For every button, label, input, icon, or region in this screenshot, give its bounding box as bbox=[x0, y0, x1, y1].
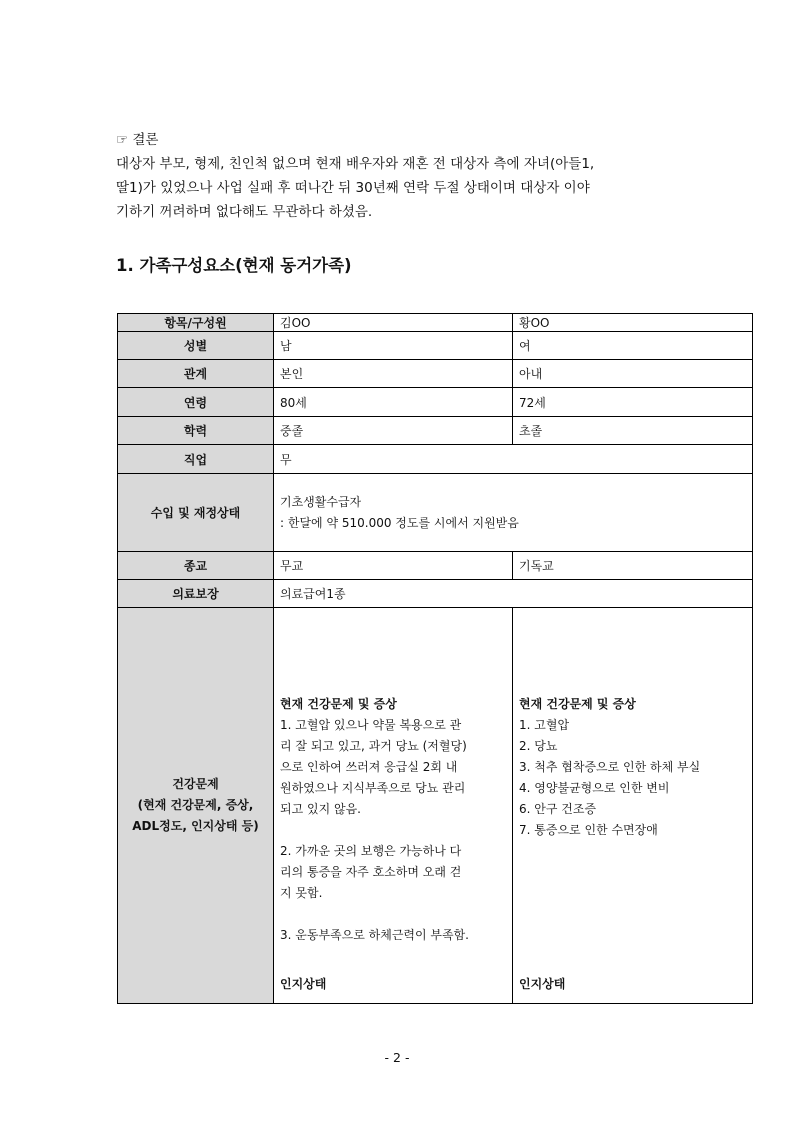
health-line: 지 못함. bbox=[280, 886, 323, 900]
member1-value: 중졸 bbox=[274, 417, 513, 445]
health-title: 현재 건강문제 및 증상 bbox=[519, 697, 636, 711]
table-row bbox=[118, 332, 753, 360]
health-line: 리의 통증을 자주 호소하며 오래 걷 bbox=[280, 865, 462, 879]
health-line: 6. 안구 건조증 bbox=[519, 802, 597, 816]
member2-health bbox=[513, 608, 753, 1004]
member2-value: 초졸 bbox=[513, 417, 753, 445]
conclusion-line: 대상자 부모, 형제, 친인척 없으며 현재 배우자와 재혼 전 대상자 측에 자녀(아들1, bbox=[116, 156, 595, 172]
health-line: 1. 고혈압 bbox=[519, 718, 570, 732]
table-row bbox=[118, 417, 753, 445]
health-line: 리 잘 되고 있고, 과거 당뇨 (저혈당) bbox=[280, 739, 467, 753]
shared-value: 무 bbox=[274, 445, 753, 474]
member2-name: 황OO bbox=[513, 314, 753, 332]
health-line: 2. 당뇨 bbox=[519, 739, 558, 753]
health-line: 2. 가까운 곳의 보행은 가능하나 다 bbox=[280, 844, 462, 858]
health-label-line: 건강문제 bbox=[172, 777, 219, 791]
health-line: 3. 척추 협착증으로 인한 하체 부실 bbox=[519, 760, 701, 774]
page-number: - 2 - bbox=[384, 1050, 410, 1065]
member2-value: 기독교 bbox=[513, 552, 753, 580]
cognition-label: 인지상태 bbox=[519, 977, 566, 991]
member1-value: 남 bbox=[274, 332, 513, 360]
table-row bbox=[118, 580, 753, 608]
income-line: 기초생활수급자 bbox=[280, 494, 362, 509]
health-label bbox=[118, 608, 274, 1004]
spacer bbox=[280, 904, 506, 925]
row-label: 수입 및 재정상태 bbox=[118, 474, 274, 552]
section-title: 1. 가족구성요소(현재 동거가족) bbox=[116, 256, 352, 275]
member1-value: 무교 bbox=[274, 552, 513, 580]
cognition-label: 인지상태 bbox=[280, 977, 327, 991]
member1-value: 80세 bbox=[274, 388, 513, 417]
health-label-line: (현재 건강문제, 증상, bbox=[137, 798, 254, 812]
health-title: 현재 건강문제 및 증상 bbox=[280, 697, 397, 711]
conclusion-section bbox=[116, 128, 676, 224]
shared-value: 의료급여1종 bbox=[274, 580, 753, 608]
table-row bbox=[118, 474, 753, 552]
member2-value: 72세 bbox=[513, 388, 753, 417]
row-label: 성별 bbox=[118, 332, 274, 360]
member2-value: 아내 bbox=[513, 360, 753, 388]
health-line: 4. 영양불균형으로 인한 변비 bbox=[519, 781, 670, 795]
member1-name: 김OO bbox=[274, 314, 513, 332]
table-header-row bbox=[118, 314, 753, 332]
header-label: 항목/구성원 bbox=[118, 314, 274, 332]
conclusion-line: 기하기 꺼려하며 없다해도 무관하다 하셨음. bbox=[116, 204, 373, 220]
health-line: 원하였으나 지식부족으로 당뇨 관리 bbox=[280, 781, 466, 795]
table-row bbox=[118, 552, 753, 580]
health-line: 3. 운동부족으로 하체근력이 부족함. bbox=[280, 928, 469, 942]
income-cell bbox=[274, 474, 753, 552]
row-label: 의료보장 bbox=[118, 580, 274, 608]
table-row bbox=[118, 360, 753, 388]
health-line: 7. 통증으로 인한 수면장애 bbox=[519, 823, 658, 837]
spacer bbox=[280, 820, 506, 841]
member1-health bbox=[274, 608, 513, 1004]
table-row bbox=[118, 445, 753, 474]
row-label: 관계 bbox=[118, 360, 274, 388]
income-line: : 한달에 약 510.000 정도를 시에서 지원받음 bbox=[280, 515, 519, 530]
row-label: 직업 bbox=[118, 445, 274, 474]
conclusion-line: 딸1)가 있었으나 사업 실패 후 떠나간 뒤 30년째 연락 두절 상태이며 대상자 이야 bbox=[116, 180, 590, 196]
health-line: 으로 인하여 쓰러져 응급실 2회 내 bbox=[280, 760, 458, 774]
health-label-line: ADL정도, 인지상태 등) bbox=[132, 819, 259, 833]
family-composition-table bbox=[117, 313, 753, 1004]
health-line: 1. 고혈압 있으나 약물 복용으로 관 bbox=[280, 718, 462, 732]
row-label: 학력 bbox=[118, 417, 274, 445]
row-label: 종교 bbox=[118, 552, 274, 580]
member1-value: 본인 bbox=[274, 360, 513, 388]
health-line: 되고 있지 않음. bbox=[280, 802, 361, 816]
member2-value: 여 bbox=[513, 332, 753, 360]
row-label: 연령 bbox=[118, 388, 274, 417]
table-row bbox=[118, 388, 753, 417]
conclusion-heading: ☞ 결론 bbox=[116, 132, 159, 148]
table-row-health bbox=[118, 608, 753, 1004]
